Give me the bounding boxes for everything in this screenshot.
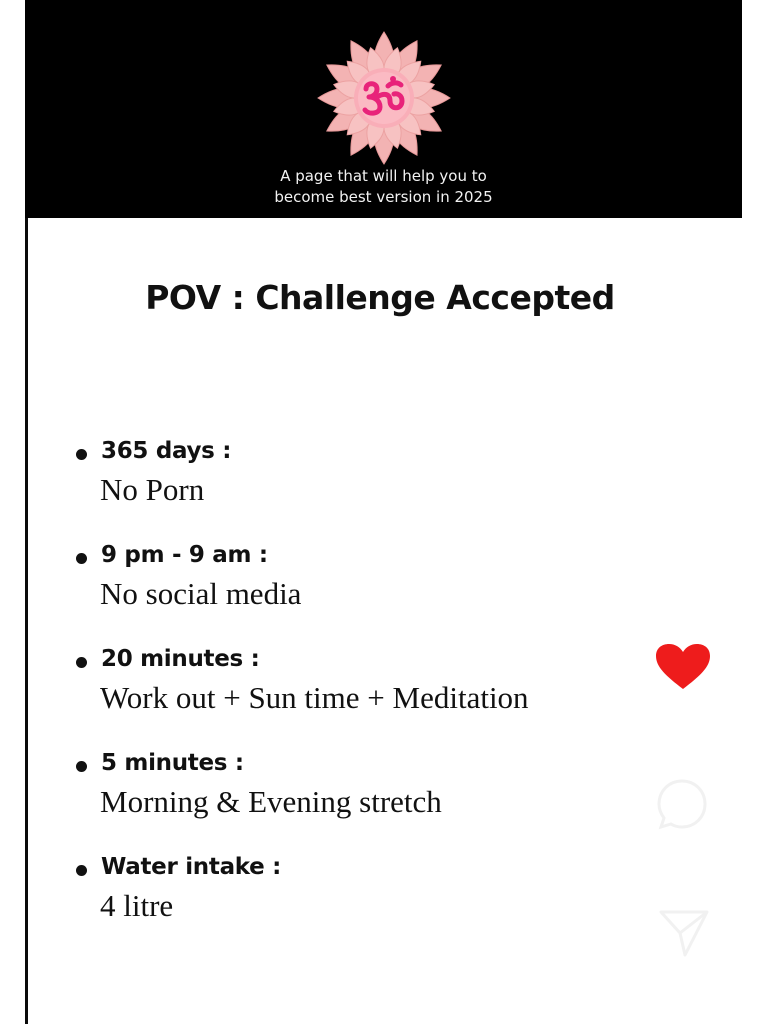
item-value: 4 litre (100, 888, 174, 923)
item-value: No Porn (100, 472, 205, 507)
comment-icon[interactable] (654, 776, 710, 832)
item-label: 365 days : (101, 438, 232, 464)
bullet-icon (76, 553, 87, 564)
item-label: 5 minutes : (101, 750, 244, 776)
page-title: POV : Challenge Accepted (145, 278, 615, 317)
item-label: Water intake : (101, 854, 282, 880)
item-value: Work out + Sun time + Meditation (100, 680, 529, 715)
bullet-icon (76, 449, 87, 460)
item-value: No social media (100, 576, 302, 611)
tagline-line-1: A page that will help you to (280, 167, 487, 185)
share-icon[interactable] (658, 908, 710, 958)
left-border (25, 215, 28, 1024)
bullet-icon (76, 761, 87, 772)
tagline-line-2: become best version in 2025 (274, 188, 493, 206)
item-value: Morning & Evening stretch (100, 784, 442, 819)
heart-icon[interactable] (654, 643, 712, 691)
bullet-icon (76, 865, 87, 876)
item-label: 20 minutes : (101, 646, 260, 672)
item-label: 9 pm - 9 am : (101, 542, 268, 568)
bullet-icon (76, 657, 87, 668)
om-lotus-icon (316, 30, 452, 166)
header-tagline (25, 166, 742, 208)
